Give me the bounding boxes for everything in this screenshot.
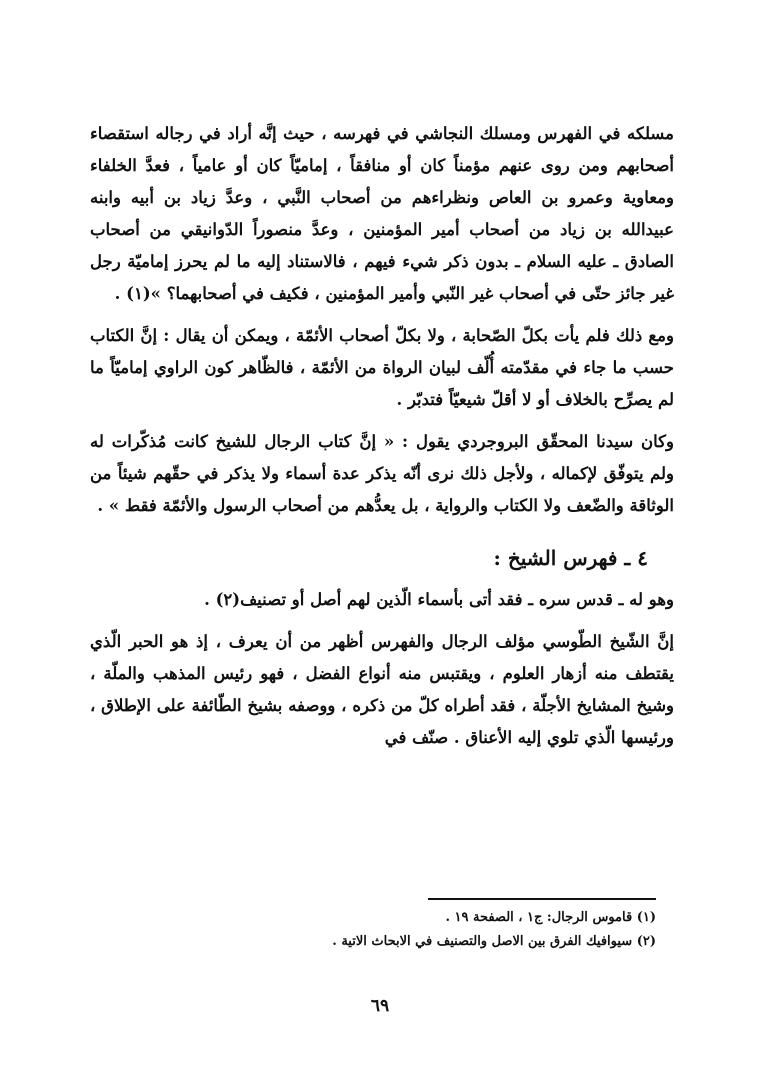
footnote-2: (٢) سيوافيك الفرق بين الاصل والتصنيف في الابحاث الاتية . <box>332 934 656 949</box>
footnotes <box>300 906 656 954</box>
section-heading: ٤ ـ فهرس الشيخ : <box>493 546 648 570</box>
footnote-1: (١) قاموس الرجال: ج١ ، الصفحة ١٩ . <box>445 910 656 925</box>
section-paragraph-2: إنَّ الشّيخ الطّوسي مؤلف الرجال والفهرس أظهر من أن يعرف ، إذ هو الحبر الّذي يقتطف منه أزهار العلوم ، ويقتبس منه أنواع الفضل ، فهو رئيس المذهب والملّة ، وشيخ المشايخ الأجلّة ، فقد أطراه كلّ من ذكره ، ووصفه بشيخ الطّائفة على الإطلاق ، ورئيسها الّذي تلوي إليه الأعناق . صنّف في <box>90 632 674 747</box>
paragraph-3: وكان سيدنا المحقّق البروجردي يقول : « إنَّ كتاب الرجال للشيخ كانت مُذكّرات له ولم يتوفّق لإكماله ، ولأجل ذلك نرى أنّه يذكر عدة أسماء ولا يذكر في حقّهم شيئاً من الوثاقة والضّعف ولا الكتاب والرواية ، بل يعدُّهم من أصحاب الرسول والأئمّة فقط » . <box>90 432 674 515</box>
paragraph-2: ومع ذلك فلم يأت بكلّ الصّحابة ، ولا بكلّ أصحاب الأئمّة ، ويمكن أن يقال : إنَّ الكتاب حسب ما جاء في مقدّمته أُلّف لبيان الرواة من الأئمّة ، فالظّاهر كون الراوي إماميّاً ما لم يصرِّح بالخلاف أو لا أقلّ شيعيّاً فتدبّر . <box>90 326 674 409</box>
paragraph-1: مسلكه في الفهرس ومسلك النجاشي في فهرسه ، حيث إنَّه أراد في رجاله استقصاء أصحابهم ومن روى عنهم مؤمناً كان أو منافقاً ، إماميّاً كان أو عامياً ، فعدَّ الخلفاء ومعاوية وعمرو بن العاص ونظراءهم من أصحاب النَّبي ، وعدَّ زياد بن أبيه وابنه عبيدالله بن زياد من أصحاب أمير المؤمنين ، وعدَّ منصوراً الدّوانيقي من أصحاب الصادق ـ عليه السلام ـ بدون ذكر شيء فيهم ، فالاستناد إليه ما لم يحرز إماميّة رجل غير جائز حتّى في أصحاب غير النّبي وأمير المؤمنين ، فكيف في أصحابهما؟ »(١) . <box>90 124 674 303</box>
footnote-divider <box>428 898 656 900</box>
page-number: ٦٩ <box>370 996 390 1016</box>
main-text <box>90 118 674 754</box>
section-paragraph-1: وهو له ـ قدس سره ـ فقد أتى بأسماء الّذين لهم أصل أو تصنيف(٢) . <box>204 590 674 609</box>
